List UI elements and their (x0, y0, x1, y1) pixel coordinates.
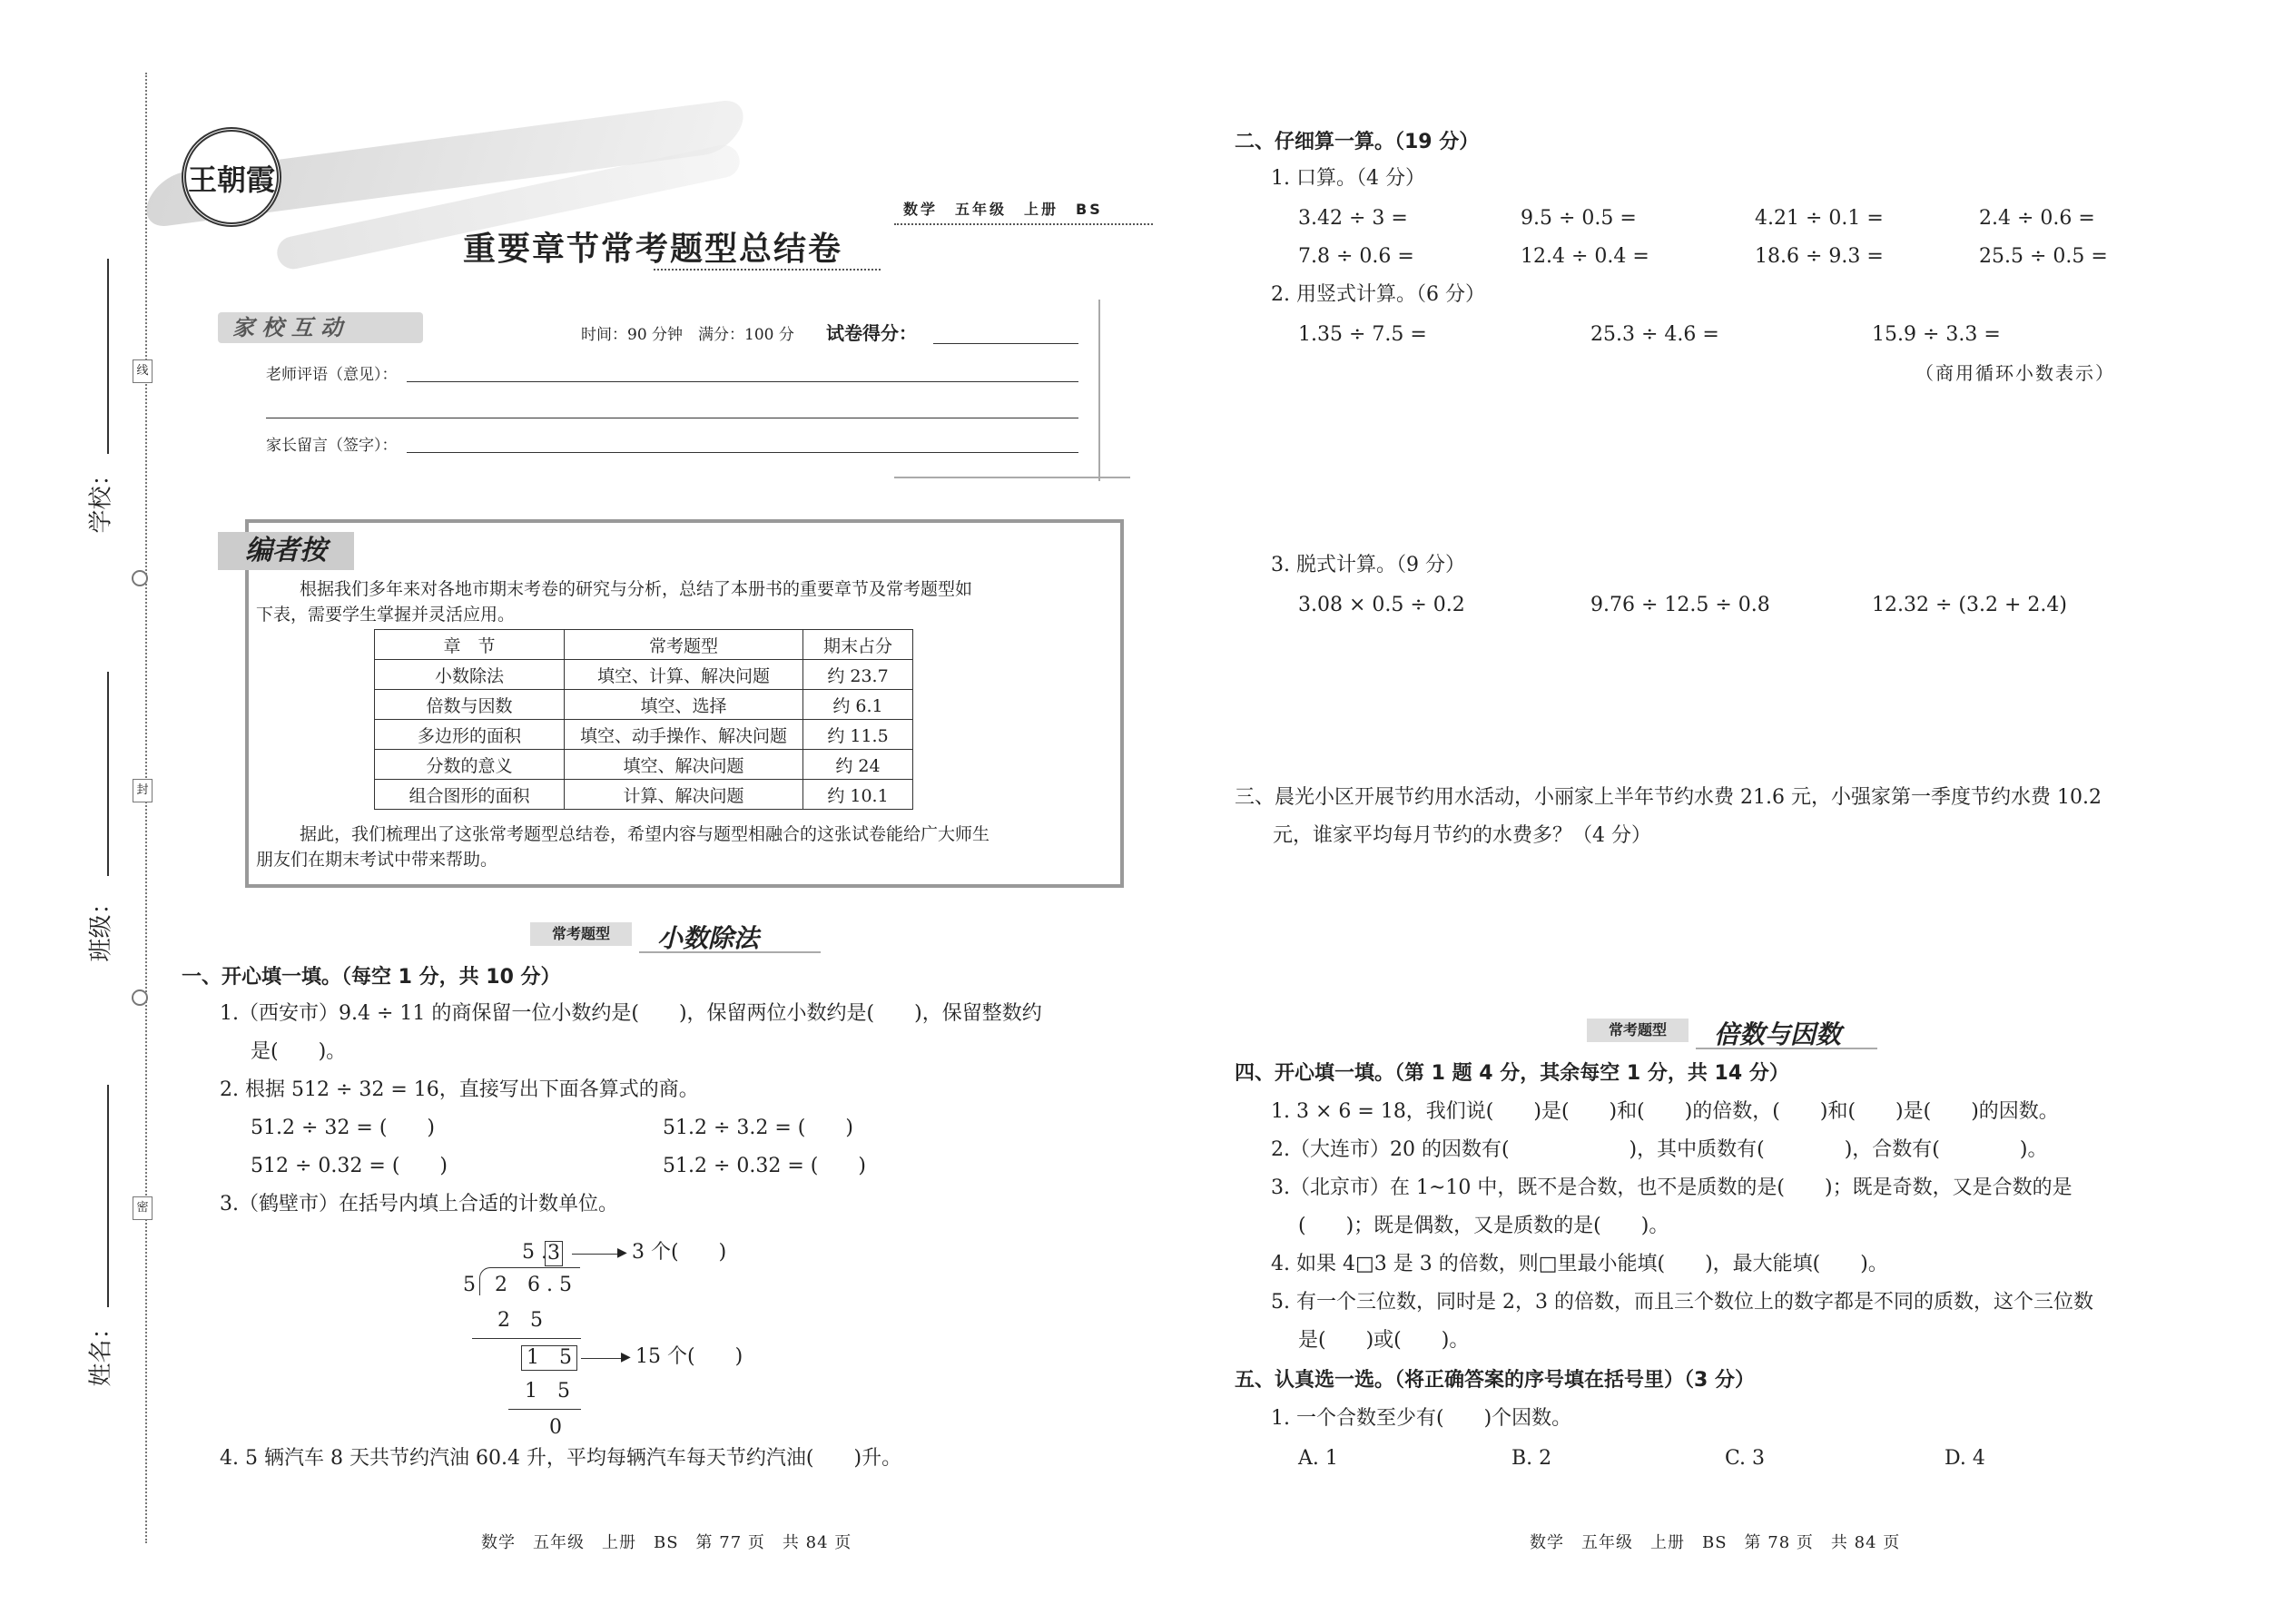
school-label: 学校： (87, 462, 115, 534)
ld-zero: 0 (549, 1416, 562, 1439)
part3-question: 元，谁家平均每月节约的水费多？（4 分） (1273, 824, 1651, 847)
parent-comment-field[interactable] (407, 452, 1078, 453)
table-header-row (375, 630, 913, 660)
ld-arrow-label: 3 个( ) (632, 1241, 727, 1264)
teacher-comment-field[interactable] (407, 381, 1078, 382)
topic-tag-name: 倍数与因数 (1714, 1019, 1842, 1049)
binding-tag: 线 (133, 359, 153, 383)
ld-arrow-label: 15 个( ) (635, 1345, 743, 1368)
arrow-line (572, 1254, 622, 1255)
editor-note-tag: 编者按 (218, 532, 354, 570)
ld-remainder-box: 1 5 (521, 1345, 577, 1371)
arrow-head-icon: ▶ (617, 1245, 627, 1260)
table-header: 章 节 (375, 630, 565, 660)
logo (182, 127, 281, 227)
arrow-head-icon: ▶ (621, 1350, 631, 1364)
question-1: 是( )。 (251, 1040, 347, 1063)
table-cell: 填空、计算、解决问题 (565, 660, 803, 690)
p2-step-title: 3. 脱式计算。（9 分） (1271, 554, 1465, 576)
ld-quotient: 5 . (522, 1241, 547, 1264)
divider (894, 477, 1130, 478)
oral-item: 2.4 ÷ 0.6 = (1979, 207, 2095, 230)
table-header: 期末占分 (803, 630, 913, 660)
time-info: 时间：90 分钟 满分：100 分 (581, 326, 794, 344)
oral-item: 25.5 ÷ 0.5 = (1979, 245, 2108, 268)
table-cell: 多边形的面积 (375, 720, 565, 750)
division-line (472, 1338, 581, 1339)
table-cell: 约 10.1 (803, 780, 913, 810)
editor-note-text: 朋友们在期末考试中带来帮助。 (256, 850, 498, 870)
ld-quotient-box: 3 (545, 1241, 563, 1266)
p4-question: 是( )或( )。 (1298, 1329, 1470, 1352)
page-footer: 数学 五年级 上册 BS 第 78 页 共 84 页 (1530, 1533, 1901, 1552)
binding-hole (132, 570, 148, 586)
table-cell: 组合图形的面积 (375, 780, 565, 810)
table-cell: 分数的意义 (375, 750, 565, 780)
division-line (508, 1409, 581, 1410)
vertical-item: 1.35 ÷ 7.5 = (1298, 323, 1427, 346)
table-row (375, 660, 913, 690)
vertical-item: 15.9 ÷ 3.3 = (1872, 323, 2001, 346)
oral-item: 18.6 ÷ 9.3 = (1755, 245, 1884, 268)
option-c[interactable]: C. 3 (1725, 1447, 1766, 1470)
table-row (375, 690, 913, 720)
p4-question: 5. 有一个三位数，同时是 2，3 的倍数，而且三个数位上的数字都是不同的质数，这个三位数 (1271, 1291, 2093, 1314)
class-label: 班级： (87, 891, 115, 962)
step-item: 12.32 ÷ (3.2 + 2.4) (1872, 594, 2067, 616)
binding-hole (132, 989, 148, 1006)
logo-text: 王朝霞 (187, 162, 275, 197)
part3-question: 三、晨光小区开展节约用水活动，小丽家上半年节约水费 21.6 元，小强家第一季度节约水费 10.2 (1235, 786, 2102, 809)
divider (639, 951, 821, 953)
p2-oral-title: 1. 口算。（4 分） (1271, 167, 1425, 190)
question-4: 4. 5 辆汽车 8 天共节约汽油 60.4 升，平均每辆汽车每天节约汽油( )升。 (220, 1447, 902, 1470)
topic-tag-label: 常考题型 (530, 922, 632, 946)
table-cell: 计算、解决问题 (565, 780, 803, 810)
table-header: 常考题型 (565, 630, 803, 660)
q2-item: 51.2 ÷ 0.32 = ( ) (663, 1155, 866, 1177)
divider (654, 269, 881, 271)
editor-note-text: 下表，需要学生掌握并灵活应用。 (256, 605, 516, 625)
ld-subtrahend: 2 5 (497, 1309, 543, 1332)
oral-item: 9.5 ÷ 0.5 = (1521, 207, 1637, 230)
option-b[interactable]: B. 2 (1511, 1447, 1552, 1470)
binding-tag: 封 (133, 779, 153, 802)
p4-question: ( )；既是偶数，又是质数的是( )。 (1298, 1215, 1669, 1237)
score-field[interactable] (933, 343, 1078, 344)
topic-tag-label: 常考题型 (1587, 1019, 1689, 1042)
school-field[interactable] (107, 259, 109, 454)
table-row (375, 720, 913, 750)
teacher-comment-label: 老师评语（意见）： (266, 366, 398, 384)
binding-dotted-line (145, 73, 147, 1543)
score-label: 试卷得分： (826, 322, 917, 344)
step-item: 3.08 × 0.5 ÷ 0.2 (1298, 594, 1465, 616)
q2-item: 51.2 ÷ 3.2 = ( ) (663, 1117, 853, 1139)
p5-question: 1. 一个合数至少有( )个因数。 (1271, 1407, 1572, 1430)
p2-vertical-title: 2. 用竖式计算。（6 分） (1271, 283, 1485, 306)
ld-subtrahend: 1 5 (525, 1380, 570, 1403)
table-cell: 倍数与因数 (375, 690, 565, 720)
divider (1098, 300, 1100, 481)
p4-question: 1. 3 × 6 = 18，我们说( )是( )和( )的倍数，( )和( )是( )的因数。 (1271, 1100, 2059, 1123)
ld-dividend: 2 6 . 5 (495, 1274, 572, 1296)
oral-item: 4.21 ÷ 0.1 = (1755, 207, 1884, 230)
home-school-ribbon: 家 校 互 动 (218, 312, 423, 343)
table-cell: 约 24 (803, 750, 913, 780)
editor-note-text: 根据我们多年来对各地市期末考卷的研究与分析，总结了本册书的重要章节及常考题型如 (300, 579, 973, 599)
chapter-table (374, 629, 913, 810)
table-cell: 填空、解决问题 (565, 750, 803, 780)
question-2: 2. 根据 512 ÷ 32 = 16，直接写出下面各算式的商。 (220, 1078, 699, 1101)
table-cell: 小数除法 (375, 660, 565, 690)
page-footer: 数学 五年级 上册 BS 第 77 页 共 84 页 (481, 1533, 852, 1552)
divider (894, 223, 1153, 225)
divider (1696, 1048, 1877, 1049)
table-cell: 约 23.7 (803, 660, 913, 690)
part2-title: 二、仔细算一算。（19 分） (1235, 131, 1480, 153)
question-1: 1.（西安市）9.4 ÷ 11 的商保留一位小数约是( )，保留两位小数约是( )，保留整数约 (220, 1002, 1042, 1025)
q2-item: 512 ÷ 0.32 = ( ) (251, 1155, 448, 1177)
p4-question: 4. 如果 4□3 是 3 的倍数，则□里最小能填( )，最大能填( )。 (1271, 1253, 1888, 1275)
page-title: 重要章节常考题型总结卷 (463, 230, 843, 268)
name-label: 姓名： (87, 1315, 115, 1387)
table-row (375, 750, 913, 780)
editor-note-text: 据此，我们梳理出了这张常考题型总结卷，希望内容与题型相融合的这张试卷能给广大师生 (300, 824, 990, 844)
table-cell: 约 11.5 (803, 720, 913, 750)
oral-item: 3.42 ÷ 3 = (1298, 207, 1408, 230)
q2-item: 51.2 ÷ 32 = ( ) (251, 1117, 435, 1139)
subject-line: 数学 五年级 上册 BS (903, 201, 1103, 218)
oral-item: 7.8 ÷ 0.6 = (1298, 245, 1414, 268)
step-item: 9.76 ÷ 12.5 ÷ 0.8 (1590, 594, 1770, 616)
option-d[interactable]: D. 4 (1944, 1447, 1985, 1470)
class-field[interactable] (107, 672, 109, 876)
option-a[interactable]: A. 1 (1298, 1447, 1338, 1470)
question-3: 3.（鹤壁市）在括号内填上合适的计数单位。 (220, 1193, 618, 1216)
part4-title: 四、开心填一填。（第 1 题 4 分，其余每空 1 分，共 14 分） (1235, 1062, 1789, 1085)
part1-title: 一、开心填一填。（每空 1 分，共 10 分） (182, 966, 561, 989)
oral-item: 12.4 ÷ 0.4 = (1521, 245, 1649, 268)
table-cell: 约 6.1 (803, 690, 913, 720)
table-row (375, 780, 913, 810)
p4-question: 2.（大连市）20 的因数有( )，其中质数有( )，合数有( )。 (1271, 1138, 2048, 1161)
name-field[interactable] (107, 1085, 109, 1307)
arrow-line (581, 1358, 626, 1359)
table-cell: 填空、选择 (565, 690, 803, 720)
vertical-item: 25.3 ÷ 4.6 = (1590, 323, 1719, 346)
topic-tag-name: 小数除法 (657, 923, 760, 953)
vertical-note: （商用循环小数表示） (1915, 362, 2115, 384)
part5-title: 五、认真选一选。（将正确答案的序号填在括号里）（3 分） (1235, 1369, 1755, 1392)
p4-question: 3.（北京市）在 1~10 中，既不是合数，也不是质数的是( )；既是奇数，又是合数的是 (1271, 1176, 2072, 1199)
binding-tag: 密 (133, 1196, 153, 1220)
parent-comment-label: 家长留言（签字）： (266, 437, 398, 455)
ld-divisor: 5 (463, 1274, 476, 1296)
table-cell: 填空、动手操作、解决问题 (565, 720, 803, 750)
